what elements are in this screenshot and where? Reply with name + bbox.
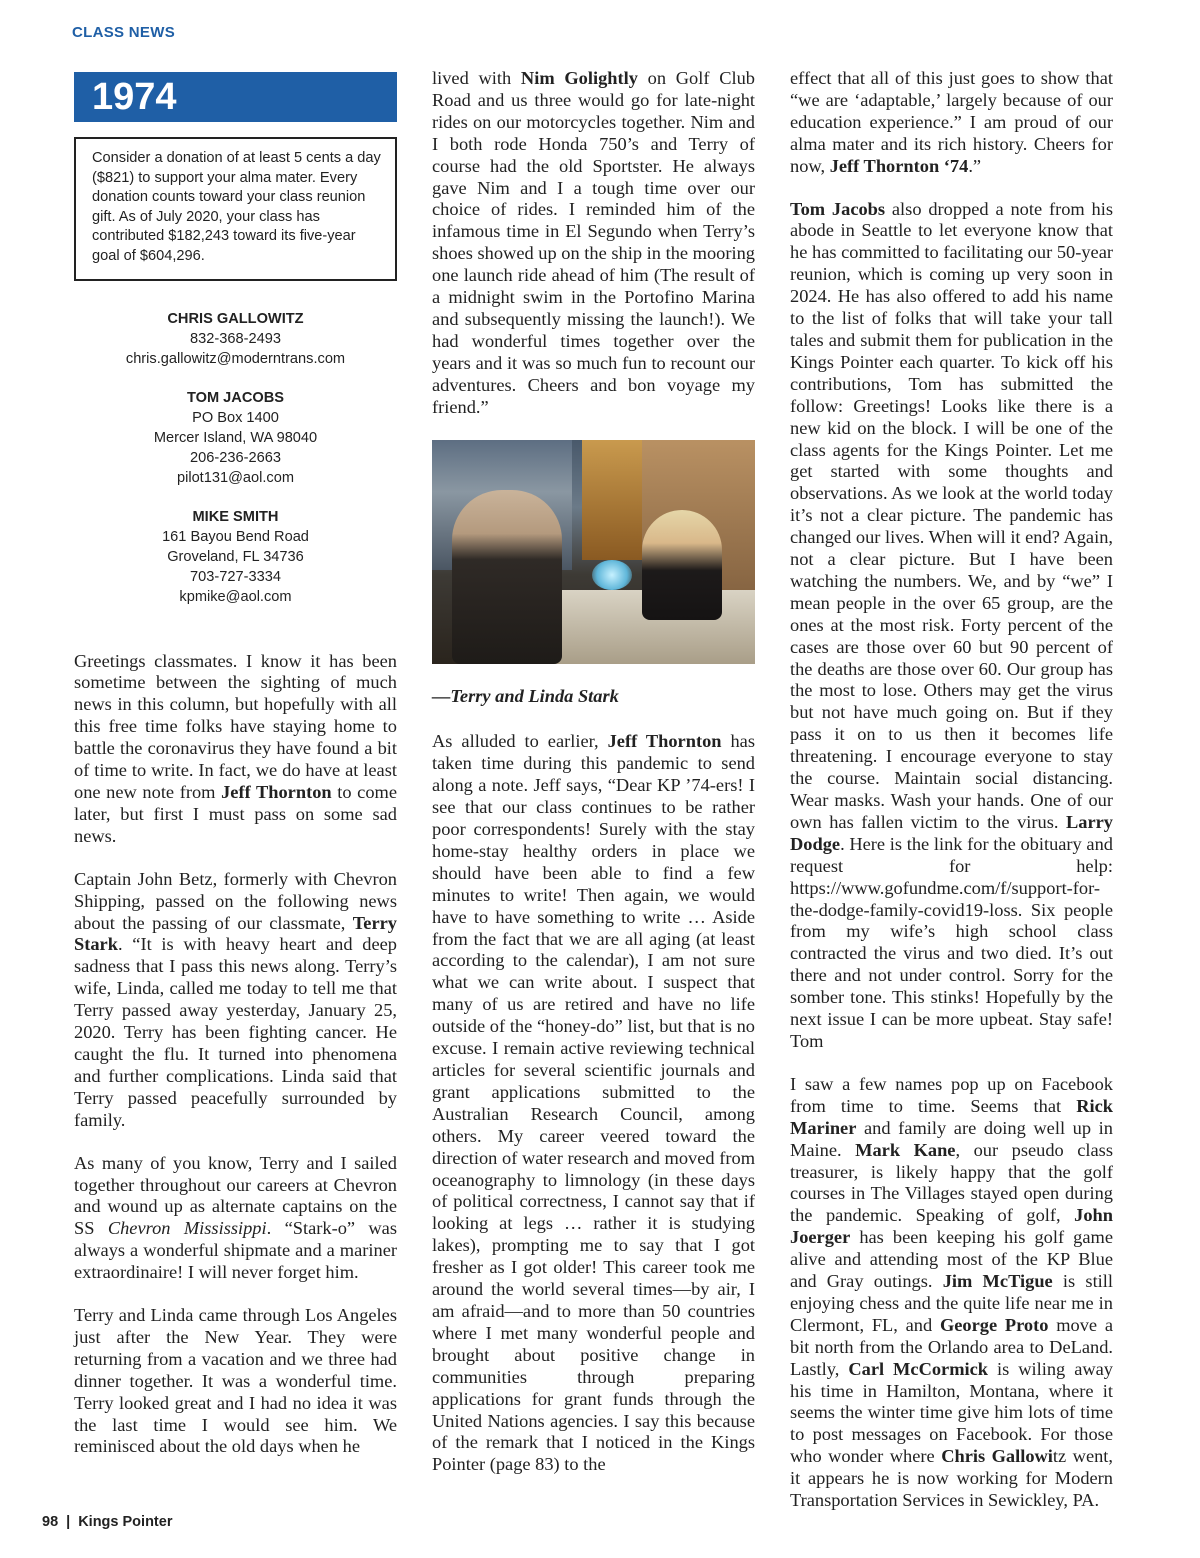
contact-card: [74, 388, 397, 488]
paragraph: effect that all of this just goes to show that “we are ‘adaptable,’ largely because of our education experience.” I am proud of our alma mater and its rich history. Cheers for now, Jeff Thornton ‘74.”: [790, 68, 1113, 176]
contact-name: CHRIS GALLOWITZ: [167, 310, 304, 327]
column-1: [74, 68, 397, 1479]
column-body: [74, 651, 397, 1459]
contact-name: TOM JACOBS: [186, 389, 285, 406]
class-agents: [74, 309, 397, 607]
donation-box: Consider a donation of at least 5 cents a day ($821) to support your alma mater. Every donation counts toward your class reunion gift. As of July 2020, your class has contributed $182,243 toward its five-year goal of $604,296.: [74, 137, 397, 281]
classmate-name: Chris Gallowi: [941, 1446, 1053, 1467]
contact-line: 206-236-2663: [190, 449, 281, 466]
column-body: [432, 731, 755, 1476]
column-3: [790, 68, 1113, 1533]
classmate-name: Carl McCormick: [848, 1358, 989, 1379]
classmate-name: Terry Stark: [74, 912, 397, 955]
contact-card: [74, 309, 397, 369]
paragraph: As alluded to earlier, Jeff Thornton has taken time during this pandemic to send along a note. Jeff says, “Dear KP ’74-ers! I see that our class continues to be rather poor correspondents! Surely with the stay home-stay healthy orders in place we should have been able to find a few minutes to write! Then again, we would have to have something to write … Aside from the fact that we are all aging (at least according to the calendar), I am not sure what we can write about. I suspect that many of us are retired and have no life outside of the “honey-do” list, but that is no excuse. I remain active reviewing technical articles for several scientific journals and grant applications submitted to the Australian Research Council, among others. My career veered toward the direction of water research and moved from oceanography to limnology (in these days of political correctness, I cannot say that if looking at legs … rather it is studying lakes), prompting me to say that I got fresher as I got older! This career took me around the world several times—by air, I am afraid—and to more than 50 countries where I met many wonderful people and brought about positive change in communities through preparing applications for grant funds through the United Nations agencies. I say this because of the remark that I noticed in the Kings Pointer (page 83) to the: [432, 731, 755, 1475]
paragraph: Tom Jacobs also dropped a note from his abode in Seattle to let everyone know that he has committed to facilitating our 50-year reunion, which is coming up very soon in 2024. He has also offered to add his name to the list of folks that will take your tall tales and submit them for publication in the Kings Pointer each quarter. To kick off his contributions, Tom has submitted the follow: Greetings! Looks like there is a new kid on the block. I will be one of the class agents for the Kings Pointer. Let me get started with some thoughts and observations. As we look at the world today it’s not a clear picture. The pandemic has changed our lives. When will it end? Again, not a clear picture. But I have been watching the numbers. We, and by “we” I mean people in the over 65 group, are the ones at the most risk. Forty percent of the cases are those over 60 but 90 percent of the deaths are those over 60. Our group has the most to lose. Others may get the virus but not have much going on. But if they pass it on to us then it becomes life threatening. I encourage everyone to stay the course. Maintain social distancing. Wear masks. Wash your hands. One of our own has fallen victim to the virus. Larry Dodge. Here is the link for the obituary and request for help: https://www.gofundme.com/f/support-for-the-dodge-family-covid19-loss. Six people from my wife’s high school class contracted the virus and two died. It’s out there and not under control. Sorry for the somber tone. This stinks! Hopefully by the next issue I can be more upbeat. Stay safe! Tom: [790, 198, 1113, 1051]
column-body: [790, 68, 1113, 1512]
classmate-name: Larry Dodge: [790, 811, 1113, 854]
footer-separator: |: [66, 1514, 71, 1530]
publication-name: Kings Pointer: [78, 1514, 173, 1530]
contact-line: Mercer Island, WA 98040: [153, 429, 318, 446]
class-photo: [432, 440, 755, 664]
contact-line: Groveland, FL 34736: [167, 548, 304, 565]
paragraph: As many of you know, Terry and I sailed together throughout our careers at Chevron and wound up as alternate captains on the SS Chevron Mississippi. “Stark-o” was always a wonderful shipmate and a mariner extraordinaire! I will never forget him.: [74, 1152, 398, 1283]
contact-line: 703-727-3334: [190, 568, 281, 585]
paragraph: Terry and Linda came through Los Angeles just after the New Year. They were returning from a vacation and we three had dinner together. It was a wonderful time. Terry looked great and I had no idea it was the last time I would see him. We reminisced about the old days when he: [74, 1305, 397, 1457]
classmate-name: George Proto: [939, 1314, 1049, 1335]
column-body: [432, 68, 755, 419]
classmate-name: Jim McTigue: [942, 1271, 1053, 1292]
contact-email[interactable]: chris.gallowitz@moderntrans.com: [125, 350, 346, 367]
class-year-banner: 1974: [74, 72, 397, 122]
photo-caption: —Terry and Linda Stark: [432, 685, 619, 706]
paragraph: I saw a few names pop up on Facebook from time to time. Seems that Rick Mariner and family are doing well up in Maine. Mark Kane, our pseudo class treasurer, is likely happy that the golf courses in The Villages stayed open during the pandemic. Speaking of golf, John Joerger has been keeping his golf game alive and attending most of the KP Blue and Gray outings. Jim McTigue is still enjoying chess and the quite life near me in Clermont, FL, and George Proto move a bit north from the Orlando area to DeLand. Lastly, Carl McCormick is wiling away his time in Hamilton, Montana, where it seems the winter time give him lots of time to post messages on Facebook. For those who wonder where Chris Gallowitz went, it appears he is now working for Modern Transportation Services in Sewickley, PA.: [790, 1073, 1114, 1511]
contact-line: 161 Bayou Bend Road: [162, 528, 309, 545]
page-footer: [42, 1514, 172, 1530]
contact-name: MIKE SMITH: [192, 508, 279, 525]
contact-line: PO Box 1400: [192, 409, 279, 426]
classmate-name: John Joerger: [790, 1205, 1113, 1248]
page-number: 98: [42, 1514, 59, 1530]
contact-email[interactable]: kpmike@aol.com: [179, 588, 292, 605]
paragraph: Greetings classmates. I know it has been sometime between the sighting of much news in this column, but hopefully with all this free time folks have staying home to battle the coronavirus they have found a bit of time to write. In fact, we do have at least one new note from Jeff Thornton to come later, but first I must pass on some sad news.: [74, 650, 397, 846]
contact-line: 832-368-2493: [190, 330, 281, 347]
classmate-name: Jeff Thornton: [607, 731, 722, 752]
section-label: CLASS NEWS: [72, 24, 176, 41]
paragraph: lived with Nim Golightly on Golf Club Road and us three would go for late-night rides on our motorcycles together. Nim and I both rode Honda 750’s and Terry of course had the old Sportster. He always gave Nim and I a tough time over our choice of rides. I reminded him of the infamous time in El Segundo when Terry’s shoes showed up on the ship in the mooring one launch ride ahead of him (The result of a midnight swim in the Portofino Marina and subsequently missing the launch!). We had wonderful times together over the years and it was so much fun to recount our adventures. Cheers and bon voyage my friend.”: [432, 68, 755, 417]
classmate-name: Nim Golightly: [520, 68, 638, 88]
classmate-name: Rick Mariner: [790, 1095, 1113, 1138]
column-2: [432, 68, 755, 1497]
classmate-name: Tom Jacobs: [790, 198, 886, 219]
contact-email[interactable]: pilot131@aol.com: [176, 469, 295, 486]
classmate-name: Mark Kane: [855, 1139, 956, 1160]
classmate-name: Jeff Thornton: [221, 782, 332, 802]
paragraph: Captain John Betz, formerly with Chevron Shipping, passed on the following news about the passing of our classmate, Terry Stark. “It is with heavy heart and deep sadness that I pass this news along. Terry’s wife, Linda, called me today to tell me that Terry passed away yesterday, January 25, 2020. Terry has been fighting cancer. He caught the flu. It turned into phenomena and further complications. Linda said that Terry passed peacefully surrounded by family.: [74, 868, 397, 1130]
contact-card: [74, 507, 397, 607]
classmate-name: Jeff Thornton ‘74: [829, 155, 969, 176]
